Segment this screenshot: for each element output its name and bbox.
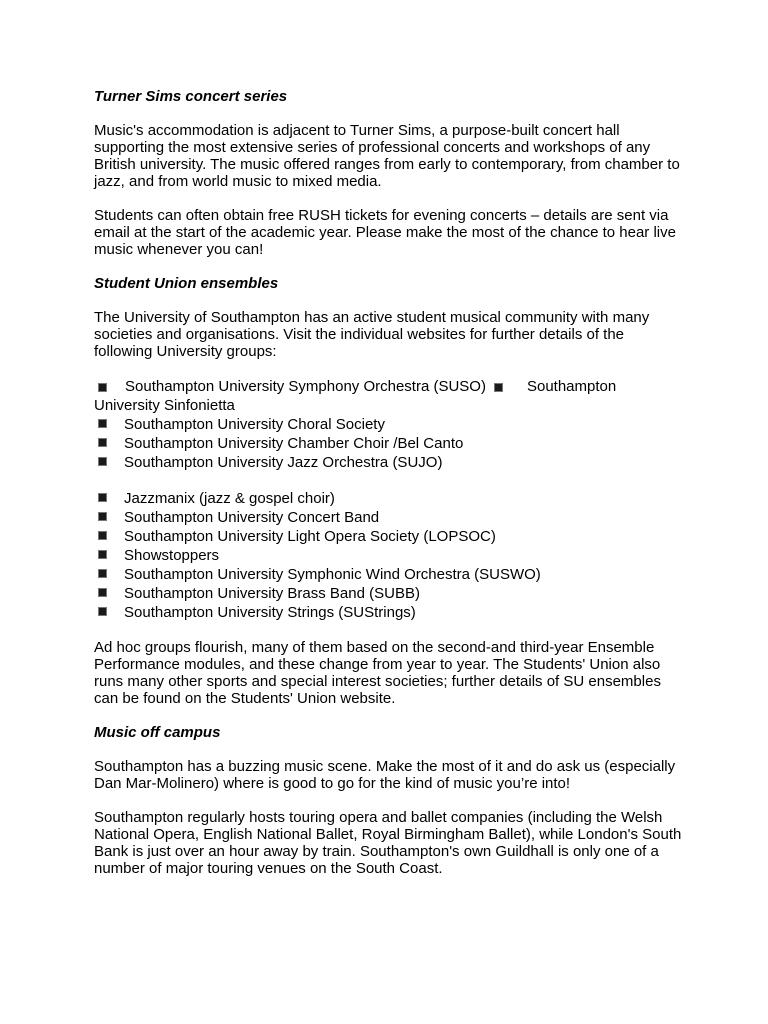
list-item-label: Southampton University Symphonic Wind Orchestra (SUSWO)	[124, 566, 541, 583]
list-item	[94, 508, 684, 527]
list-item	[94, 603, 684, 622]
paragraph-off-campus-2: Southampton regularly hosts touring opera and ballet companies (including the Welsh National Opera, English National Ballet, Royal Birmingham Ballet), while London's South Bank is just over an hour away by train. Southampton's own Guildhall is only one of a number of major touring venues on the South Coast.	[94, 809, 682, 877]
bullet-square-icon	[98, 531, 107, 540]
section-heading-off-campus: Music off campus	[94, 724, 221, 741]
bullet-square-icon	[98, 457, 107, 466]
paragraph-student-union-closing: Ad hoc groups flourish, many of them based on the second-and third-year Ensemble Performance modules, and these change from year to year. The Students' Union also runs many other sports and special interest societies; further details of SU ensembles can be found on the Students' Union website.	[94, 639, 661, 707]
document-page	[94, 88, 684, 877]
bullet-square-icon	[98, 550, 107, 559]
section-heading-student-union: Student Union ensembles	[94, 275, 279, 292]
list-item	[94, 434, 684, 453]
list-item-label: Southampton University Brass Band (SUBB)	[124, 585, 420, 602]
section-heading-turner-sims: Turner Sims concert series	[94, 88, 288, 105]
paragraph-turner-sims-2: Students can often obtain free RUSH tickets for evening concerts – details are sent via email at the start of the academic year. Please make the most of the chance to hear live music whenever you can!	[94, 207, 676, 258]
list-item	[94, 527, 684, 546]
list-item-first-row	[94, 377, 684, 415]
bullet-square-icon	[98, 512, 107, 521]
list-item-label: Southampton University Sinfonietta	[94, 378, 617, 414]
list-item-label: Southampton University Concert Band	[124, 509, 380, 526]
list-item	[94, 546, 684, 565]
list-item-label: Showstoppers	[124, 547, 220, 564]
list-item-label: Southampton University Choral Society	[124, 416, 385, 433]
paragraph-student-union-intro: The University of Southampton has an active student musical community with many societies and organisations. Visit the individual websites for further details of the following University groups:	[94, 309, 650, 360]
bullet-square-icon	[98, 607, 107, 616]
list-item-label: Southampton University Light Opera Society (LOPSOC)	[124, 528, 496, 545]
list-item	[94, 453, 684, 472]
list-item	[94, 565, 684, 584]
list-item-label: Southampton University Symphony Orchestra (SUSO)	[125, 378, 486, 395]
bullet-square-icon	[98, 419, 107, 428]
ensemble-list-b	[94, 489, 684, 622]
bullet-square-icon	[98, 588, 107, 597]
bullet-square-icon	[494, 383, 503, 392]
list-item-label: Southampton University Strings (SUStrings)	[124, 604, 416, 621]
list-item-label: Southampton University Jazz Orchestra (SUJO)	[124, 454, 443, 471]
list-item	[94, 584, 684, 603]
ensemble-list-a	[94, 415, 684, 472]
paragraph-off-campus-1: Southampton has a buzzing music scene. Make the most of it and do ask us (especially Dan Mar-Molinero) where is good to go for the kind of music you’re into!	[94, 758, 676, 792]
list-item-label: Southampton University Chamber Choir /Bel Canto	[124, 435, 464, 452]
paragraph-turner-sims-1: Music's accommodation is adjacent to Turner Sims, a purpose-built concert hall supporting the most extensive series of professional concerts and workshops of any British university. The music offered ranges from early to contemporary, from chamber to jazz, and from world music to mixed media.	[94, 122, 680, 190]
list-item-label: Jazzmanix (jazz & gospel choir)	[124, 490, 335, 507]
bullet-square-icon	[98, 493, 107, 502]
bullet-square-icon	[98, 383, 107, 392]
list-item	[94, 489, 684, 508]
list-item	[94, 415, 684, 434]
bullet-square-icon	[98, 569, 107, 578]
bullet-square-icon	[98, 438, 107, 447]
